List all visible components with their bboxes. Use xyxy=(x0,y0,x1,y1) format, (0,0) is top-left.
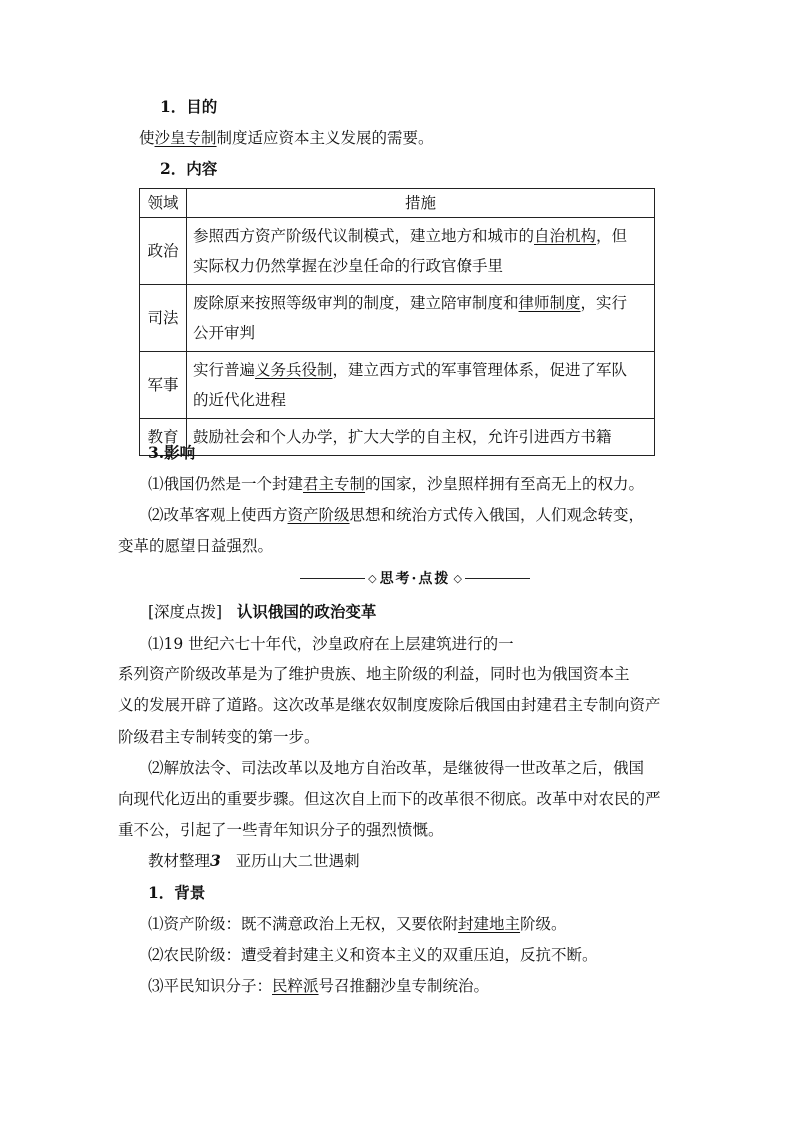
background-item-2: ⑵农民阶级：遭受着封建主义和资本主义的双重压迫，反抗不断。 xyxy=(148,946,598,964)
background-item-1: ⑴资产阶级：既不满意政治上无权，又要依附封建地主阶级。 xyxy=(148,915,567,933)
section-title: 亚历山大二世遇刺 xyxy=(235,852,360,870)
table-row xyxy=(140,352,655,419)
field-military: 军事 xyxy=(140,352,187,419)
divider-rule xyxy=(465,578,530,579)
table-row xyxy=(140,218,655,285)
divider-title: 思考·点拨 xyxy=(379,571,451,587)
underlined-term: 义务兵役制 xyxy=(255,361,333,379)
impact-paragraph-2: ⑵改革客观上使西方资产阶级思想和统治方式传入俄国，人们观念转变， xyxy=(148,506,645,524)
measure-military: 实行普遍义务兵役制，建立西方式的军事管理体系，促进了军队 的近代化进程 xyxy=(187,352,655,419)
table-row xyxy=(140,419,655,456)
section-label: 教材整理 xyxy=(148,852,211,870)
impact-paragraph-2-cont: 变革的愿望日益强烈。 xyxy=(118,537,274,555)
field-education: 教育 xyxy=(140,419,187,456)
content-heading: 2．内容 xyxy=(160,159,218,178)
divider-rule xyxy=(300,578,365,579)
measure-education: 鼓励社会和个人办学，扩大大学的自主权，允许引进西方书籍 xyxy=(187,419,655,456)
table-row xyxy=(140,285,655,352)
deep-p1-line4: 阶级君主专制转变的第一步。 xyxy=(118,728,320,746)
underlined-term: 民粹派 xyxy=(272,977,319,995)
deep-heading xyxy=(148,602,376,622)
deep-tag: [深度点拨] xyxy=(148,603,223,621)
underlined-term: 封建地主 xyxy=(458,915,521,933)
field-politics: 政治 xyxy=(140,218,187,285)
deep-p1-line2: 系列资产阶级改革是为了维护贵族、地主阶级的利益，同时也为俄国资本主 xyxy=(118,665,630,683)
field-justice: 司法 xyxy=(140,285,187,352)
reform-table xyxy=(139,188,655,456)
think-divider xyxy=(300,568,530,588)
impact-paragraph-1: ⑴俄国仍然是一个封建君主专制的国家，沙皇照样拥有至高无上的权力。 xyxy=(148,475,645,493)
deep-p1-line1: ⑴19 世纪六七十年代，沙皇政府在上层建筑进行的一 xyxy=(148,635,514,653)
underlined-term: 律师制度 xyxy=(518,294,581,312)
background-item-3: ⑶平民知识分子：民粹派号召推翻沙皇专制统治。 xyxy=(148,977,490,995)
purpose-heading: 1．目的 xyxy=(160,97,218,116)
deep-title: 认识俄国的政治变革 xyxy=(236,602,377,621)
deep-p2-line1: ⑵解放法令、司法改革以及地方自治改革，是继彼得一世改革之后，俄国 xyxy=(148,759,645,777)
deep-p2-line3: 重不公，引起了一些青年知识分子的强烈愤慨。 xyxy=(118,821,444,839)
measure-justice: 废除原来按照等级审判的制度，建立陪审制度和律师制度，实行 公开审判 xyxy=(187,285,655,352)
measure-politics: 参照西方资产阶级代议制模式，建立地方和城市的自治机构，但 实际权力仍然掌握在沙皇任命的行政官僚手里 xyxy=(187,218,655,285)
header-field: 领域 xyxy=(140,189,187,218)
header-measure: 措施 xyxy=(187,189,655,218)
underlined-term: 资产阶级 xyxy=(287,506,350,524)
background-heading: 1．背景 xyxy=(148,883,206,902)
deep-p2-line2: 向现代化迈出的重要步骤。但这次自上而下的改革很不彻底。改革中对农民的严 xyxy=(118,790,661,808)
purpose-text: 使沙皇专制制度适应资本主义发展的需要。 xyxy=(139,129,434,147)
section-number: 3 xyxy=(210,851,221,870)
table-header-row xyxy=(140,189,655,218)
diamond-icon: ◇ xyxy=(368,571,377,585)
underlined-term: 君主专制 xyxy=(303,475,366,493)
diamond-icon: ◇ xyxy=(453,571,462,585)
underlined-term: 自治机构 xyxy=(534,227,597,245)
deep-p1-line3: 义的发展开辟了道路。这次改革是继农奴制度废除后俄国由封建君主专制向资产 xyxy=(118,696,661,714)
section-heading xyxy=(148,851,360,871)
impact-heading: 3.影响 xyxy=(148,443,196,462)
underlined-term: 沙皇专制 xyxy=(154,129,217,147)
